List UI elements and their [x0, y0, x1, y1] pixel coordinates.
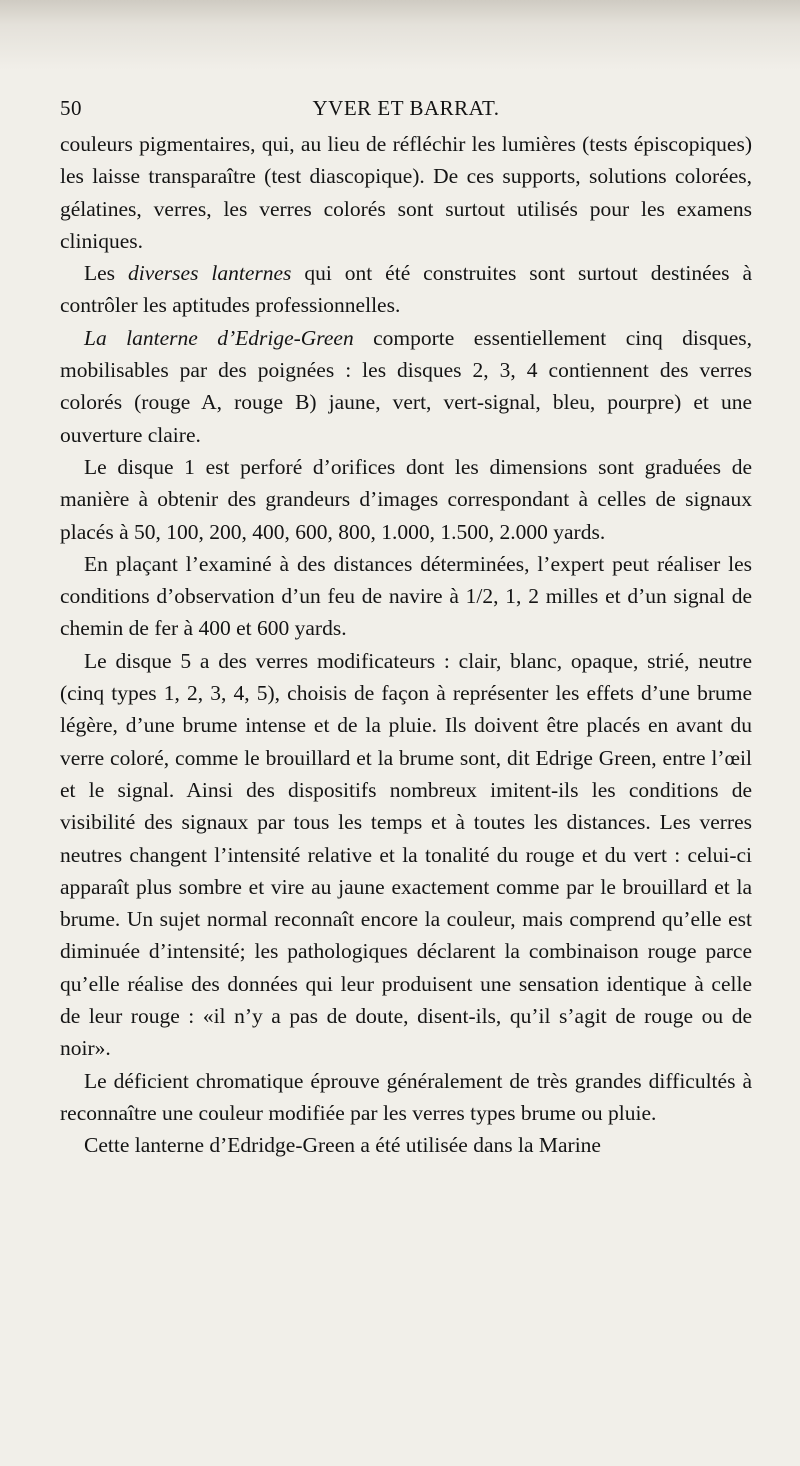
- paragraph: [60, 451, 752, 548]
- paragraph: [60, 257, 752, 322]
- paragraph: [60, 1129, 752, 1161]
- paragraph-text: Le disque 1 est perforé d’orifices dont les dimensions sont graduées de manière à obtenir des grandeurs d’images correspondant à celles de signaux placés à 50, 100, 200, 400, 600, 800, 1.000, 1.500, 2.000 yards.: [60, 454, 752, 544]
- paragraph-text: couleurs pigmentaires, qui, au lieu de réfléchir les lumières (tests épiscopiques) les laisse transparaître (test diascopique). De ces supports, solutions colorées, gélatines, verres, les verres colorés sont surtout utilisés pour les examens cliniques.: [60, 132, 752, 253]
- paragraph: [60, 128, 752, 257]
- paragraph-text: qui ont été construites sont surtout destinées à contrôler les aptitudes professionnelles.: [60, 261, 753, 318]
- page-number: 50: [60, 96, 82, 120]
- paragraph-text: Le déficient chromatique éprouve généralement de très grandes difficultés à reconnaître une couleur modifiée par les verres types brume ou pluie.: [60, 1068, 752, 1125]
- book-page: [60, 88, 752, 1162]
- paragraph: [60, 1065, 752, 1130]
- paragraph: [60, 548, 752, 645]
- paragraph-lead: Les: [84, 261, 128, 286]
- body-text: [60, 128, 752, 1162]
- scan-top-shading: [0, 0, 800, 70]
- italic-phrase: diverses lanternes: [127, 261, 292, 286]
- running-head: YVER ET BARRAT.: [312, 96, 500, 120]
- paragraph: [60, 645, 752, 1065]
- page-header: [60, 88, 752, 128]
- paragraph-text: Le disque 5 a des verres modificateurs : clair, blanc, opaque, strié, neutre (cinq types 1, 2, 3, 4, 5), choisis de façon à représenter les effets d’une brume légère, d’une brume intense et de la pluie. Ils doivent être placés en avant du verre coloré, comme le brouillard et la brume sont, dit Edrige Green, entre l’œil et le signal. Ainsi des dispositifs nombreux imitent-ils les conditions de visibilité des signaux par tous les temps et à toutes les distances. Les verres neutres changent l’intensité relative et la tonalité du rouge et du vert : celui-ci apparaît plus sombre et vire au jaune exactement comme par le brouillard et la brume. Un sujet normal reconnaît encore la couleur, mais comprend qu’elle est diminuée d’intensité; les pathologiques déclarent la combinaison rouge parce qu’elle réalise des données qui leur produisent une sensation identique à celle de leur rouge : «il n’y a pas de doute, disent-ils, qu’il s’agit de rouge ou de noir».: [60, 648, 752, 1061]
- paragraph-text: comporte essentiellement cinq disques, mobilisables par des poignées : les disques 2, 3, 4 contiennent des verres colorés (rouge A, rouge B) jaune, vert, vert-signal, bleu, pourpre) et une ouverture claire.: [60, 325, 753, 447]
- italic-phrase: La lanterne d’Edrige-Green: [84, 325, 354, 350]
- paragraph-text: En plaçant l’examiné à des distances déterminées, l’expert peut réaliser les conditions d’observation d’un feu de navire à 1/2, 1, 2 milles et d’un signal de chemin de fer à 400 et 600 yards.: [60, 551, 752, 641]
- paragraph: [60, 322, 752, 451]
- paragraph-text: Cette lanterne d’Edridge-Green a été utilisée dans la Marine: [84, 1133, 601, 1158]
